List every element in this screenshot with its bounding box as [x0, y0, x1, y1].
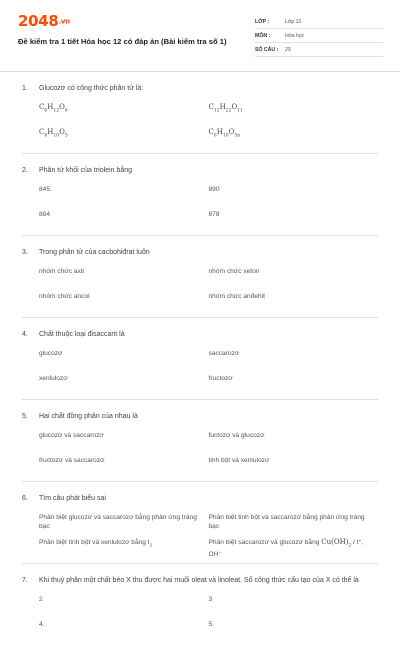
option-b[interactable]: fuctozơ và glucozơ — [208, 432, 265, 439]
exam-meta — [255, 15, 383, 57]
option-b[interactable]: 3 — [208, 596, 213, 603]
option-a[interactable]: 845. — [39, 186, 52, 193]
question-2 — [22, 154, 378, 236]
question-1 — [22, 72, 378, 154]
option-d[interactable]: 878 — [208, 211, 220, 218]
question-4 — [22, 318, 378, 400]
option-a[interactable]: Phân biệt glucozơ và saccarozơ bằng phản ứng tráng bạc — [39, 514, 197, 530]
question-text: Phân tử khối của triolein bằng — [39, 167, 133, 174]
question-7 — [22, 564, 378, 645]
question-number: 5. — [22, 413, 28, 420]
option-a[interactable]: glucozơ và saccarozơ — [39, 432, 104, 439]
option-c[interactable]: 884 — [39, 211, 51, 218]
option-b[interactable]: 890 — [208, 186, 220, 193]
option-a[interactable]: nhóm chức axit — [39, 268, 85, 275]
option-a[interactable]: glucozơ — [39, 350, 63, 357]
question-list — [0, 72, 400, 645]
question-text: Glucozơ có công thức phân tử là: — [39, 85, 144, 92]
page-header — [0, 0, 400, 72]
formula: $C_6H_{10}O_5$ — [39, 128, 68, 139]
question-3 — [22, 236, 378, 318]
meta-class: LỚP : Lớp 12 — [255, 15, 383, 29]
option-c[interactable]: 4. — [39, 621, 45, 628]
option-c[interactable] — [39, 128, 209, 150]
meta-question-count: SỐ CÂU : 29 — [255, 43, 383, 57]
formula: $C_6H_{10}O_{5n}$ — [208, 128, 241, 139]
question-number: 1. — [22, 85, 28, 92]
page-title: Đề kiểm tra 1 tiết Hóa học 12 có đáp án (Bài kiểm tra số 1) — [18, 37, 227, 46]
option-a[interactable]: 2 — [39, 596, 43, 603]
option-d[interactable] — [209, 128, 379, 150]
question-text: Hai chất đồng phân của nhau là — [39, 413, 138, 420]
option-c[interactable]: nhóm chức ancol — [39, 293, 90, 300]
option-d[interactable]: fructozơ — [208, 375, 233, 382]
option-d[interactable]: nhóm chức anđehit — [208, 293, 265, 300]
option-d[interactable]: 5. — [208, 621, 214, 628]
question-text: Tìm câu phát biểu sai — [39, 495, 106, 502]
option-b[interactable] — [209, 103, 379, 125]
question-number: 3. — [22, 249, 28, 256]
question-5 — [22, 400, 378, 482]
question-text: Trong phân tử của cacbohiđrat luôn — [39, 249, 150, 256]
meta-subject: MÔN : Hóa học — [255, 29, 383, 43]
formula: $C_6H_{12}O_6$ — [39, 103, 68, 114]
question-text: Chất thuộc loại đisaccarit là — [39, 331, 125, 338]
option-c[interactable]: fructozơ và saccarozơ — [39, 457, 105, 464]
option-a[interactable] — [39, 103, 209, 125]
option-b[interactable]: nhóm chức xeton — [208, 268, 260, 275]
question-number: 2. — [22, 167, 28, 174]
question-text: Khi thuỷ phân một chất béo X thu được hai muối oleat và linoleat. Số công thức cấu tạo của X có thể là — [39, 577, 359, 584]
option-c[interactable]: xenlulozơ — [39, 375, 68, 382]
question-6 — [22, 482, 378, 564]
question-number: 6. — [22, 495, 28, 502]
site-logo[interactable]: 2048.vn — [18, 12, 70, 30]
formula: $C_{12}H_{22}O_{11}$ — [208, 103, 243, 114]
question-number: 7. — [22, 577, 28, 584]
option-d[interactable]: tinh bột và xenlulozơ — [208, 457, 270, 464]
question-number: 4. — [22, 331, 28, 338]
option-d[interactable]: Phân biệt saccarozơ và glucozơ bằng $Cu(OH)_2 / t^\circ$, OH⁻ — [208, 538, 364, 559]
option-b[interactable]: Phân biệt tinh bột và saccarozơ bằng phản ứng tráng bạc — [208, 514, 365, 530]
option-c[interactable]: Phân biệt tinh bột và xenlulozơ bằng $I_2$ — [39, 539, 153, 548]
option-b[interactable]: saccarozơ — [208, 350, 240, 357]
